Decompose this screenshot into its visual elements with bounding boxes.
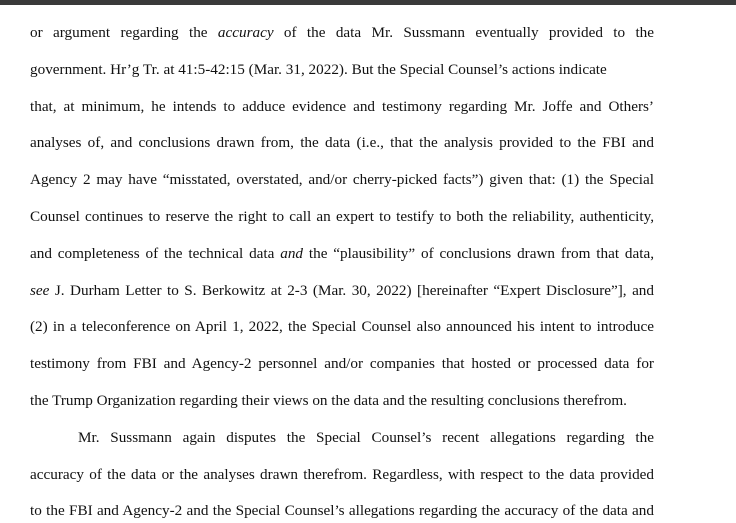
text-line: that, at minimum, he intends to adduce evidence and testimony regarding Mr. Joffe and Others’	[30, 97, 654, 115]
text-line-partial: to the FBI and Agency-2 and the Special Counsel’s allegations regarding the accuracy of the data and	[30, 502, 654, 520]
emphasis-text: and	[280, 244, 304, 262]
text-line: the Trump Organization regarding their views on the data and the resulting conclusions therefrom.	[30, 391, 627, 409]
body-text	[30, 21, 654, 519]
text-line: (2) in a teleconference on April 1, 2022, the Special Counsel also announced his intent to introduce	[30, 318, 654, 336]
text-line: see J. Durham Letter to S. Berkowitz at 2-3 (Mar. 30, 2022) [hereinafter “Expert Disclosure”], and	[30, 281, 654, 299]
text-line: and completeness of the technical data and the “plausibility” of conclusions drawn from that data,	[30, 244, 654, 262]
emphasis-text: accuracy	[217, 24, 274, 41]
text-line: or argument regarding the accuracy of the data Mr. Sussmann eventually provided to the	[30, 24, 654, 41]
text-line: Mr. Sussmann again disputes the Special Counsel’s recent allegations regarding the	[78, 428, 654, 446]
text-line: accuracy of the data or the analyses drawn therefrom. Regardless, with respect to the data provided	[30, 465, 654, 483]
text-line: Agency 2 may have “misstated, overstated, and/or cherry-picked facts”) given that: (1) the Special	[30, 171, 654, 189]
text-line: Counsel continues to reserve the right to call an expert to testify to both the reliability, authenticity,	[30, 207, 654, 225]
emphasis-text: see	[30, 281, 50, 299]
text-line: testimony from FBI and Agency-2 personnel and/or companies that hosted or processed data for	[30, 355, 654, 373]
document-page	[0, 5, 736, 520]
text-line: government. Hr’g Tr. at 41:5-42:15 (Mar. 31, 2022). But the Special Counsel’s actions indicate	[30, 60, 607, 78]
text-line: analyses of, and conclusions drawn from, the data (i.e., that the analysis provided to the FBI and	[30, 134, 654, 152]
